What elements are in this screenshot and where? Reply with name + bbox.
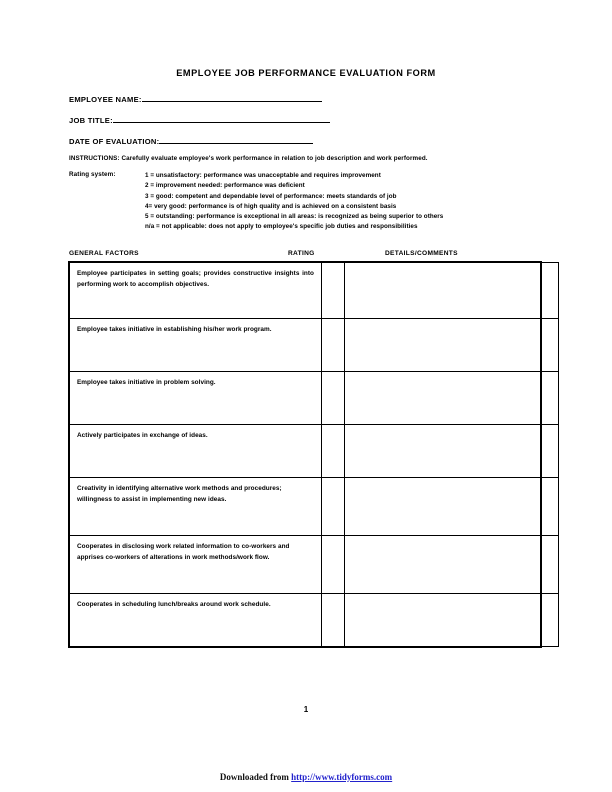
rating-item: 2 = improvement needed: performance was deficient bbox=[145, 182, 305, 190]
instructions-text: INSTRUCTIONS: Carefully evaluate employee's work performance in relation to job description and work performed. bbox=[69, 155, 428, 162]
factor-cell: Actively participates in exchange of ideas. bbox=[70, 425, 322, 478]
factor-cell: Cooperates in disclosing work related information to co-workers and apprises co-workers of alterations in work methods/work flow. bbox=[70, 536, 322, 594]
date-of-evaluation-label: DATE OF EVALUATION: bbox=[69, 137, 160, 146]
rating-item: 4= very good: performance is of high quality and is achieved on a consistent basis bbox=[145, 202, 397, 210]
details-cell[interactable] bbox=[345, 372, 559, 425]
footer-lead-text: Downloaded from bbox=[219, 772, 292, 782]
rating-system-label: Rating system: bbox=[69, 171, 116, 178]
details-cell[interactable] bbox=[345, 263, 559, 319]
rating-cell[interactable] bbox=[322, 536, 345, 594]
rating-item: 3 = good: competent and dependable level of performance: meets standards of job bbox=[145, 192, 397, 200]
rating-cell[interactable] bbox=[322, 594, 345, 647]
employee-name-rule[interactable] bbox=[142, 93, 322, 102]
page-title: EMPLOYEE JOB PERFORMANCE EVALUATION FORM bbox=[176, 68, 436, 78]
table-column-headers bbox=[0, 250, 612, 262]
rating-cell[interactable] bbox=[322, 478, 345, 536]
rating-cell[interactable] bbox=[322, 319, 345, 372]
employee-name-field[interactable] bbox=[69, 93, 322, 104]
table-row bbox=[70, 478, 559, 536]
rating-item: 5 = outstanding: performance is exceptional in all areas: is recognized as being superior to others bbox=[145, 213, 444, 221]
table-row bbox=[70, 319, 559, 372]
date-of-evaluation-field[interactable] bbox=[69, 135, 313, 146]
header-details-comments: DETAILS/COMMENTS bbox=[385, 250, 458, 257]
factor-cell: Employee participates in setting goals; provides constructive insights into performing work to accomplish objectives. bbox=[70, 263, 322, 319]
rating-item: n/a = not applicable: does not apply to employee's specific job duties and responsibilities bbox=[145, 223, 418, 231]
factor-cell: Employee takes initiative in problem solving. bbox=[70, 372, 322, 425]
rating-cell[interactable] bbox=[322, 372, 345, 425]
evaluation-table bbox=[69, 262, 559, 647]
job-title-field[interactable] bbox=[69, 114, 330, 125]
footer-attribution bbox=[0, 772, 612, 782]
rating-system-list bbox=[145, 171, 443, 233]
table-row bbox=[70, 263, 559, 319]
job-title-rule[interactable] bbox=[113, 114, 330, 123]
details-cell[interactable] bbox=[345, 594, 559, 647]
table-row bbox=[70, 425, 559, 478]
table-row bbox=[70, 372, 559, 425]
details-cell[interactable] bbox=[345, 536, 559, 594]
factor-cell: Cooperates in scheduling lunch/breaks around work schedule. bbox=[70, 594, 322, 647]
rating-item: 1 = unsatisfactory: performance was unacceptable and requires improvement bbox=[145, 172, 381, 179]
details-cell[interactable] bbox=[345, 319, 559, 372]
job-title-label: JOB TITLE: bbox=[69, 116, 113, 125]
footer-url-link[interactable]: http://www.tidyforms.com bbox=[291, 772, 393, 782]
page-number: 1 bbox=[303, 705, 309, 714]
details-cell[interactable] bbox=[345, 478, 559, 536]
employee-name-label: EMPLOYEE NAME: bbox=[69, 95, 142, 104]
factor-cell: Creativity in identifying alternative work methods and procedures; willingness to assist in implementing new ideas. bbox=[70, 478, 322, 536]
date-of-evaluation-rule[interactable] bbox=[159, 135, 313, 144]
rating-cell[interactable] bbox=[322, 425, 345, 478]
factor-cell: Employee takes initiative in establishing his/her work program. bbox=[70, 319, 322, 372]
rating-cell[interactable] bbox=[322, 263, 345, 319]
header-rating: RATING bbox=[288, 250, 315, 257]
table-row bbox=[70, 594, 559, 647]
table-row bbox=[70, 536, 559, 594]
details-cell[interactable] bbox=[345, 425, 559, 478]
header-general-factors: GENERAL FACTORS bbox=[69, 250, 139, 257]
